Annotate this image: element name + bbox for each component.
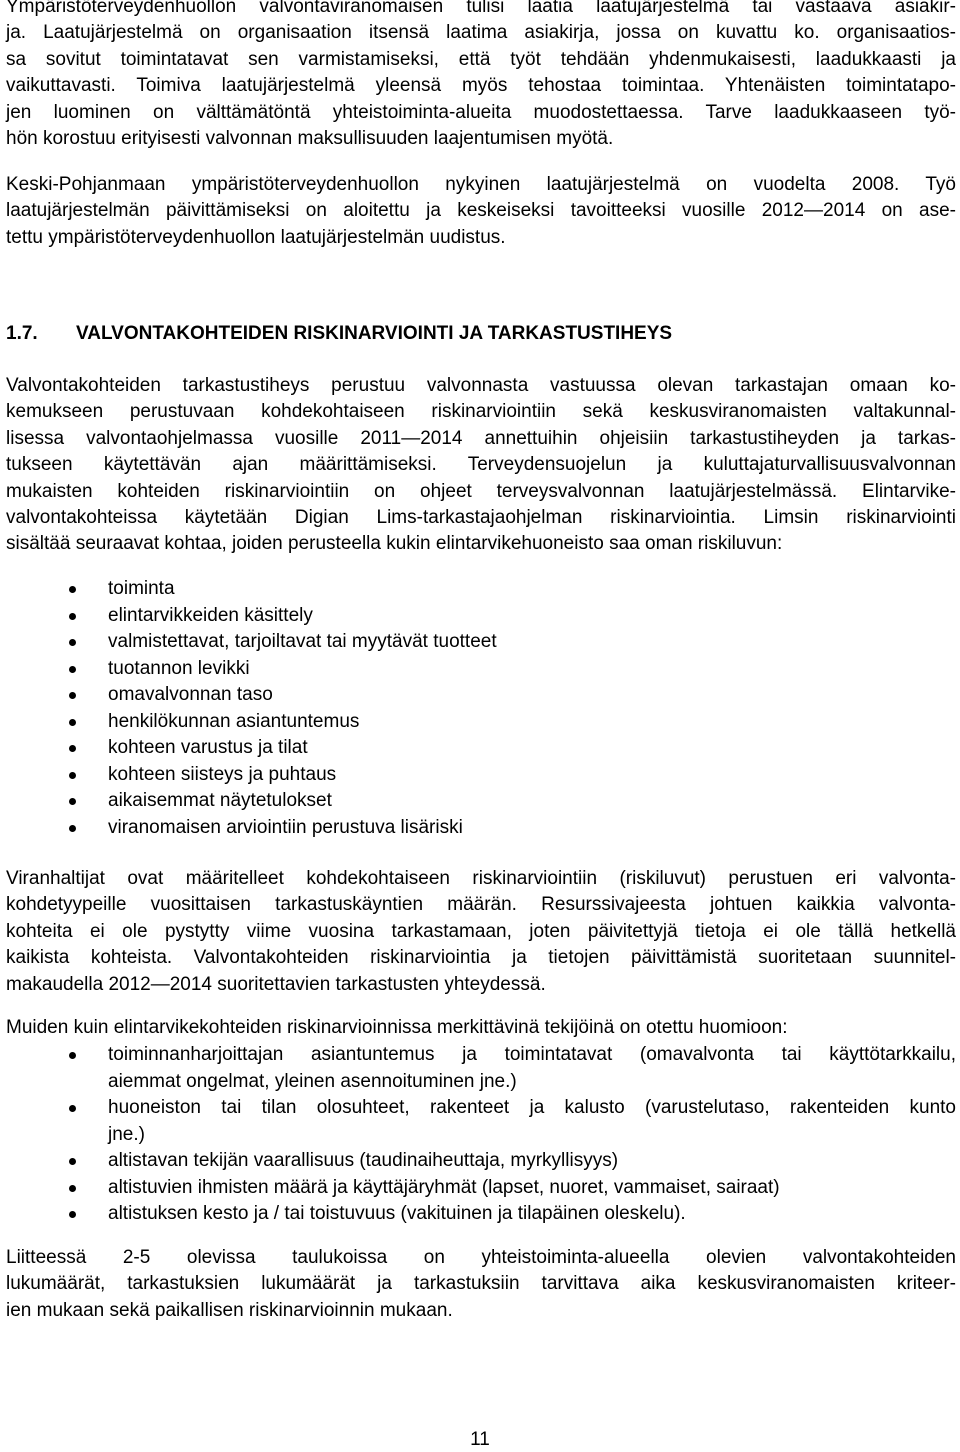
- authority-paragraph: [6, 866, 956, 998]
- list-item-label: tuotannon levikki: [108, 657, 250, 679]
- page-number: 11: [470, 1429, 490, 1450]
- list-item-label: kohteen varustus ja tilat: [108, 737, 308, 758]
- text-line: valvontakohteissa käytetään Digian Lims-tarkastajaohjelman riskinarviointia. Limsin riskinarviointi: [6, 507, 956, 529]
- section-title: VALVONTAKOHTEIDEN RISKINARVIOINTI JA TARKASTUSTIHEYS: [76, 323, 673, 344]
- bullet-icon: [69, 719, 76, 726]
- text-line: Keski-Pohjanmaan ympäristöterveydenhuollon nykyinen laatujärjestelmä on vuodelta 2008. Työ: [6, 174, 956, 195]
- text-line: Valvontakohteiden tarkastustiheys perustuu valvonnasta vastuussa olevan tarkastajan omaan ko-: [6, 375, 956, 396]
- text-line: tukseen käytettävän ajan määrittämiseksi. Terveydensuojelun ja kuluttajaturvallisuusvalvonnan: [6, 454, 956, 476]
- bullet-icon: [69, 825, 76, 832]
- section-number: 1.7.: [6, 323, 38, 344]
- text-line: Viranhaltijat ovat määritelleet kohdekohtaiseen riskinarviointiin (riskiluvut) perustuen eri valvonta-: [6, 868, 956, 889]
- list-item: [0, 1042, 956, 1095]
- text-line: ja. Laatujärjestelmä on organisaation itsensä laatima asiakirja, jossa on kuvattu ko. organisaatios-: [6, 22, 956, 44]
- text-line: mukaisten kohteiden riskinarviointiin on ohjeet terveysvalvonnan laatujärjestelmässä. Elintarvike-: [6, 480, 956, 502]
- text-line: sisältää seuraavat kohtaa, joiden perusteella kukin elintarvikehuoneisto saa oman riskiluvun:: [6, 533, 783, 555]
- bullet-icon: [69, 1185, 76, 1192]
- text-line: makaudella 2012—2014 suoritettavien tarkastusten yhteydessä.: [6, 973, 546, 995]
- list-item-label: aikaisemmat näytetulokset: [108, 790, 332, 811]
- bullet-icon: [69, 1211, 76, 1218]
- text-line: Ympäristöterveydenhuollon valvontaviranomaisen tulisi laatia laatujärjestelmä tai vastaava asiakir-: [6, 0, 956, 17]
- bullet-icon: [69, 639, 76, 646]
- text-line: tettu ympäristöterveydenhuollon laatujärjestelmän uudistus.: [6, 226, 506, 248]
- text-line: sa sovitut toimintatavat sen varmistamiseksi, että työt tehdään yhdenmukaisesti, laadukkaasti ja: [6, 48, 956, 70]
- quality-paragraph: [6, 172, 956, 251]
- list-item: [0, 629, 960, 656]
- text-line: jen luominen on välttämätöntä yhteistoiminta-alueita muodostettaessa. Tarve laadukkaaseen työ-: [6, 101, 956, 123]
- list-item: [0, 709, 960, 736]
- list-item-line: aiemmat ongelmat, yleinen asennoituminen jne.): [108, 1070, 517, 1092]
- list-item-line: jne.): [108, 1123, 145, 1145]
- list-item-label: omavalvonnan taso: [108, 684, 273, 705]
- list-item: [0, 603, 960, 630]
- list-item-label: henkilökunnan asiantuntemus: [108, 710, 360, 732]
- bullet-icon: [69, 1158, 76, 1165]
- list-item: [0, 1175, 956, 1202]
- text-line: Liitteessä 2-5 olevissa taulukoissa on yhteistoiminta-alueella olevien valvontakohteiden: [6, 1247, 956, 1268]
- text-line: hön korostuu erityisesti valvonnan maksullisuuden laajentumisen myötä.: [6, 128, 614, 150]
- list-item-label: kohteen siisteys ja puhtaus: [108, 763, 337, 785]
- text-line: lukumäärät, tarkastuksien lukumäärät ja tarkastuksiin tarvittava aika keskusviranomaisten kriteer-: [6, 1273, 956, 1295]
- text-line: lisessa valvontaohjelmassa vuosille 2011—2014 annettuihin ohjeisiin tarkastustiheyden ja tarkas-: [6, 427, 956, 449]
- bullet-icon: [69, 666, 76, 673]
- list-item-line: altistuksen kesto ja / tai toistuvuus (vakituinen ja tilapäinen oleskelu).: [108, 1203, 686, 1224]
- bullet-icon: [69, 692, 76, 699]
- bullet-icon: [69, 798, 76, 805]
- text-line: kohteita ei ole pystytty viime vuosina tarkastamaan, joten päivitettyjä tietoja ei ole tällä hetkellä: [6, 920, 956, 942]
- considerations-intro: [6, 1015, 956, 1041]
- intro-paragraph: [6, 0, 956, 152]
- list-item: [0, 815, 960, 842]
- section-heading: [6, 321, 956, 347]
- list-item-label: elintarvikkeiden käsittely: [108, 604, 313, 626]
- risk-factor-list: [0, 576, 960, 841]
- appendix-paragraph: [6, 1245, 956, 1324]
- list-item: [0, 1201, 956, 1228]
- considerations-list: [0, 1042, 960, 1228]
- bullet-icon: [69, 613, 76, 620]
- text-line: laatujärjestelmän päivittämiseksi on aloitettu ja keskeiseksi tavoitteeksi vuosille 2012—2014 on ase-: [6, 200, 956, 222]
- bullet-icon: [69, 745, 76, 752]
- text-line: Muiden kuin elintarvikekohteiden riskinarvioinnissa merkittävinä tekijöinä on otettu huomioon:: [6, 1017, 788, 1038]
- list-item-label: toiminta: [108, 578, 175, 599]
- text-line: vaikuttavasti. Toimiva laatujärjestelmä yleensä myös tehostaa toimintaa. Yhtenäisten toimintatapo-: [6, 75, 956, 97]
- bullet-icon: [69, 1052, 76, 1059]
- list-item: [0, 762, 960, 789]
- list-item: [0, 576, 960, 603]
- text-line: kemukseen perustuvaan kohdekohtaiseen riskinarviointiin sekä keskusviranomaisten valtakunnal-: [6, 401, 956, 423]
- bullet-icon: [69, 586, 76, 593]
- list-item: [0, 682, 960, 709]
- list-item-line: huoneiston tai tilan olosuhteet, rakenteet ja kalusto (varustelutaso, rakenteiden kunto: [108, 1097, 956, 1118]
- list-item: [0, 1095, 956, 1148]
- text-line: kaikista kohteista. Valvontakohteiden riskinarviointia ja tietojen päivittämistä suoritetaan suunnitel-: [6, 947, 956, 969]
- list-item-label: valmistettavat, tarjoiltavat tai myytävät tuotteet: [108, 631, 497, 652]
- text-line: kohdetyypeille vuosittaisen tarkastuskäyntien määrän. Resurssivajeesta johtuen kaikkia valvonta-: [6, 894, 956, 916]
- list-item-line: altistavan tekijän vaarallisuus (taudinaiheuttaja, myrkyllisyys): [108, 1150, 619, 1171]
- bullet-icon: [69, 1105, 76, 1112]
- list-item: [0, 788, 960, 815]
- list-item-line: toiminnanharjoittajan asiantuntemus ja toimintatavat (omavalvonta tai käyttötarkkailu,: [108, 1044, 956, 1065]
- risk-paragraph: [6, 373, 956, 558]
- list-item-label: viranomaisen arviointiin perustuva lisäriski: [108, 816, 463, 838]
- list-item: [0, 656, 960, 683]
- list-item-line: altistuvien ihmisten määrä ja käyttäjäryhmät (lapset, nuoret, vammaiset, sairaat): [108, 1176, 780, 1198]
- list-item: [0, 1148, 956, 1175]
- text-line: ien mukaan sekä paikallisen riskinarvioinnin mukaan.: [6, 1299, 453, 1321]
- list-item: [0, 735, 960, 762]
- bullet-icon: [69, 772, 76, 779]
